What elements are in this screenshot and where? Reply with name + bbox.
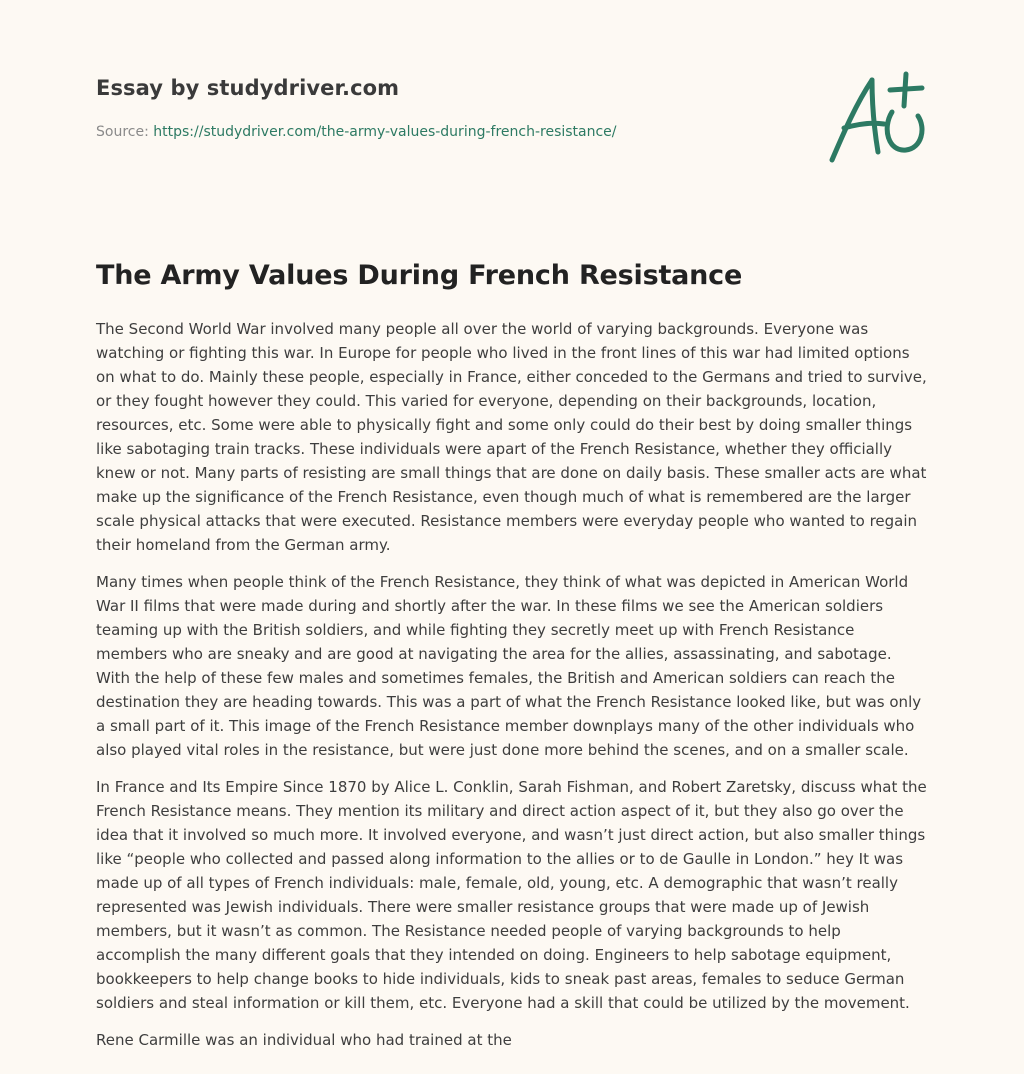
paragraph: In France and Its Empire Since 1870 by Alice L. Conklin, Sarah Fishman, and Robert Zaretsky, discuss what the French Resistance means. They mention its military and direct action aspect of it, but they also go over the idea that it involved so much more. It involved everyone, and wasn’t just direct action, but also smaller things like “people who collected and passed along information to the allies or to de Gaulle in London.” hey It was made up of all types of French individuals: male, female, old, young, etc. A demographic that wasn’t really represented was Jewish individuals. There were smaller resistance groups that were made up of Jewish members, but it wasn’t as common. The Resistance needed people of varying backgrounds to help accomplish the many different goals that they intended on doing. Engineers to help sabotage equipment, bookkeepers to help change books to hide individuals, kids to sneak past areas, females to seduce German soldiers and steal information or kill them, etc. Everyone had a skill that could be utilized by the movement.: [96, 778, 927, 1012]
article-body: [96, 317, 928, 1052]
paragraph: The Second World War involved many people all over the world of varying backgrounds. Everyone was watching or fighting this war. In Europe for people who lived in the front lines of this war had limited options on what to do. Mainly these people, especially in France, either conceded to the Germans and tried to survive, or they fought however they could. This varied for everyone, depending on their backgrounds, location, resources, etc. Some were able to physically fight and some only could do their best by doing smaller things like sabotaging train tracks. These individuals were apart of the French Resistance, whether they officially knew or not. Many parts of resisting are small things that are done on daily basis. These smaller acts are what make up the significance of the French Resistance, even though much of what is remembered are the larger scale physical attacks that were executed. Resistance members were everyday people who wanted to regain their homeland from the German army.: [96, 320, 927, 554]
article-title: The Army Values During French Resistance: [96, 260, 743, 291]
a-plus-logo-icon: [826, 66, 930, 166]
source-line: [96, 124, 617, 140]
source-link[interactable]: https://studydriver.com/the-army-values-during-french-resistance/: [153, 124, 617, 140]
page-header: [96, 0, 928, 230]
source-label: Source:: [96, 124, 149, 140]
paragraph: Rene Carmille was an individual who had trained at the: [96, 1031, 512, 1049]
brand-title: Essay by studydriver.com: [96, 76, 400, 100]
paragraph: Many times when people think of the French Resistance, they think of what was depicted in American World War II films that were made during and shortly after the war. In these films we see the American soldiers teaming up with the British soldiers, and while fighting they secretly meet up with French Resistance members who are sneaky and are good at navigating the area for the allies, assassinating, and sabotage. With the help of these few males and sometimes females, the British and American soldiers can reach the destination they are heading towards. This was a part of what the French Resistance looked like, but was only a small part of it. This image of the French Resistance member downplays many of the other individuals who also played vital roles in the resistance, but were just done more behind the scenes, and on a smaller scale.: [96, 573, 922, 759]
